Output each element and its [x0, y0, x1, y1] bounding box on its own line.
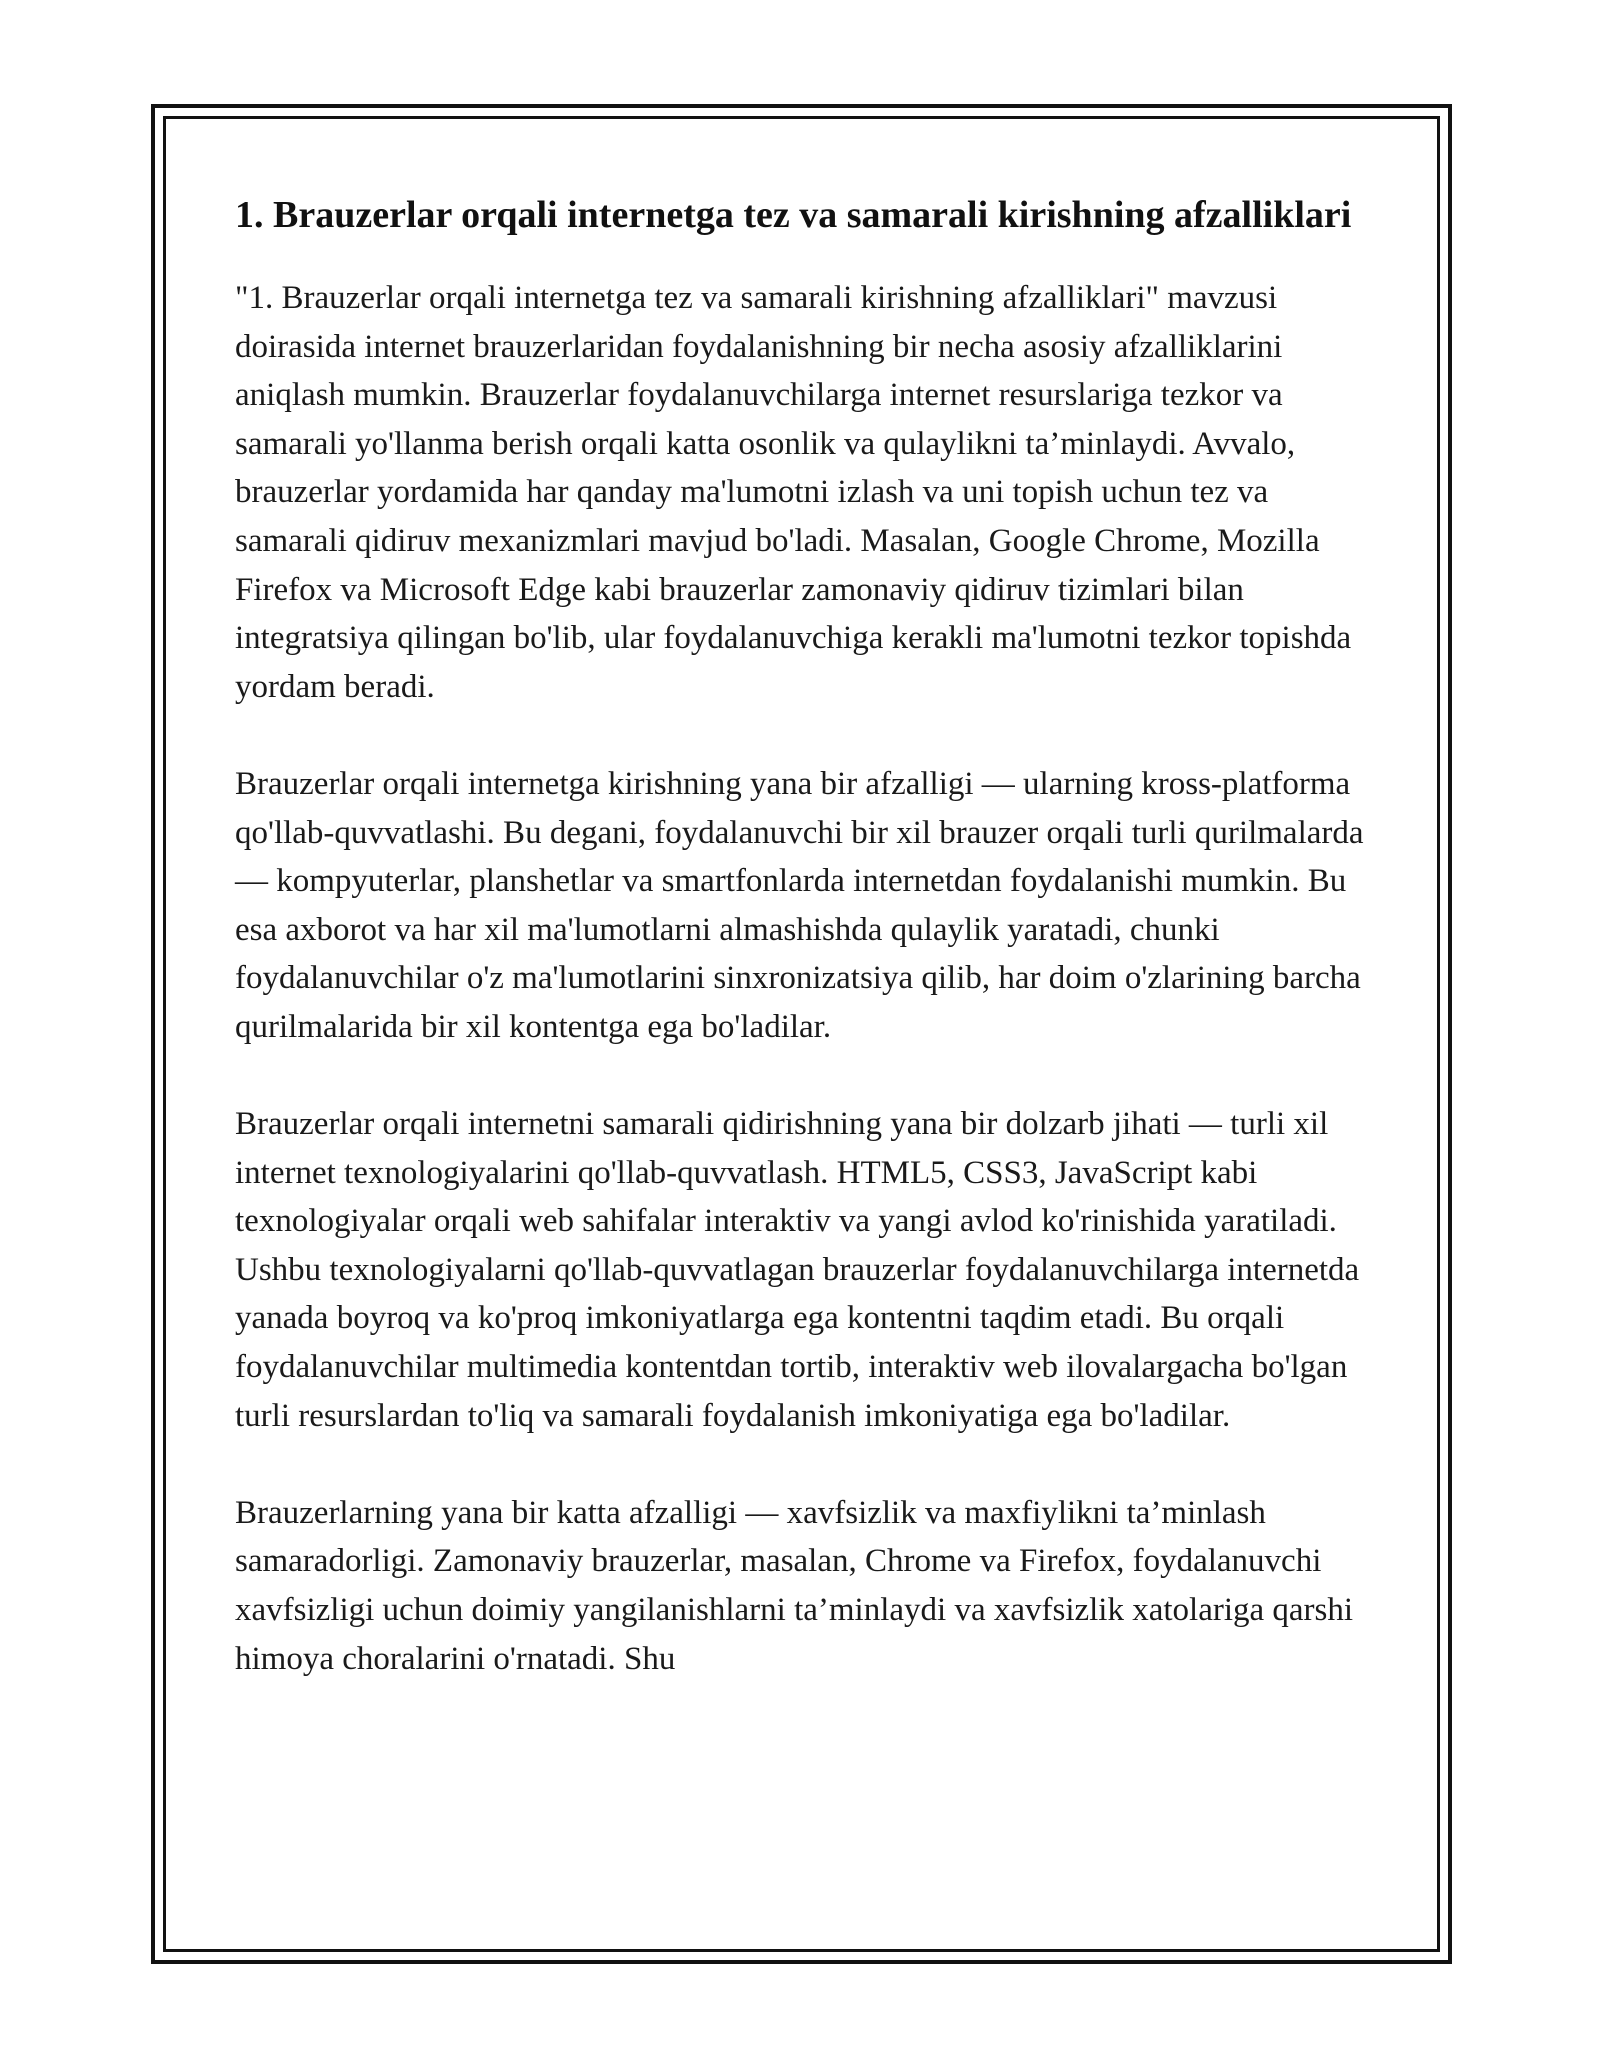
paragraph-3: Brauzerlar orqali internetni samarali qidirishning yana bir dolzarb jihati — turli xil internet texnologiyalarini qo'llab-quvvatlash. HTML5, CSS3, JavaScript kabi texnologiyalar orqali web sahifalar interaktiv va yangi avlod ko'rinishida yaratiladi. Ushbu texnologiyalarni qo'llab-quvvatlagan brauzerlar foydalanuvchilarga internetda yanada boyroq va ko'proq imkoniyatlarga ega kontentni taqdim etadi. Bu orqali foydalanuvchilar multimedia kontentdan tortib, interaktiv web ilovalargacha bo'lgan turli resurslardan to'liq va samarali foydalanish imkoniyatiga ega bo'ladilar. — [235, 1106, 1360, 1434]
paragraph-4: Brauzerlarning yana bir katta afzalligi — xavfsizlik va maxfiylikni ta’minlash samaradorligi. Zamonaviy brauzerlar, masalan, Chrome va Firefox, foydalanuvchi xavfsizligi uchun doimiy yangilanishlarni ta’minlaydi va xavfsizlik xatolariga qarshi himoya choralarini o'rnatadi. Shu — [235, 1494, 1354, 1677]
paragraph-2: Brauzerlar orqali internetga kirishning yana bir afzalligi — ularning kross-platforma qo'llab-quvvatlashi. Bu degani, foydalanuvchi bir xil brauzer orqali turli qurilmalarda — kompyuterlar, planshetlar va smartfonlarda internetdan foydalanishi mumkin. Bu esa axborot va har xil ma'lumotlarni almashishda qulaylik yaratadi, chunki foydalanuvchilar o'z ma'lumotlarini sinxronizatsiya qilib, har doim o'zlarining barcha qurilmalarida bir xil kontentga ega bo'ladilar. — [235, 765, 1364, 1045]
paragraph-1: "1. Brauzerlar orqali internetga tez va samarali kirishning afzalliklari" mavzusi doirasida internet brauzerlaridan foydalanishning bir necha asosiy afzalliklarini aniqlash mumkin. Brauzerlar foydalanuvchilarga internet resurslariga tezkor va samarali yo'llanma berish orqali katta osonlik va qulaylikni ta’minlaydi. Avvalo, brauzerlar yordamida har qanday ma'lumotni izlash va uni topish uchun tez va samarali qidiruv mexanizmlari mavjud bo'ladi. Masalan, Google Chrome, Mozilla Firefox va Microsoft Edge kabi brauzerlar zamonaviy qidiruv tizimlari bilan integratsiya qilingan bo'lib, ular foydalanuvchiga kerakli ma'lumotni tezkor topishda yordam beradi. — [235, 280, 1352, 705]
section-heading: 1. Brauzerlar orqali internetga tez va samarali kirishning afzalliklari — [235, 194, 1352, 236]
document-body — [235, 188, 1365, 1732]
